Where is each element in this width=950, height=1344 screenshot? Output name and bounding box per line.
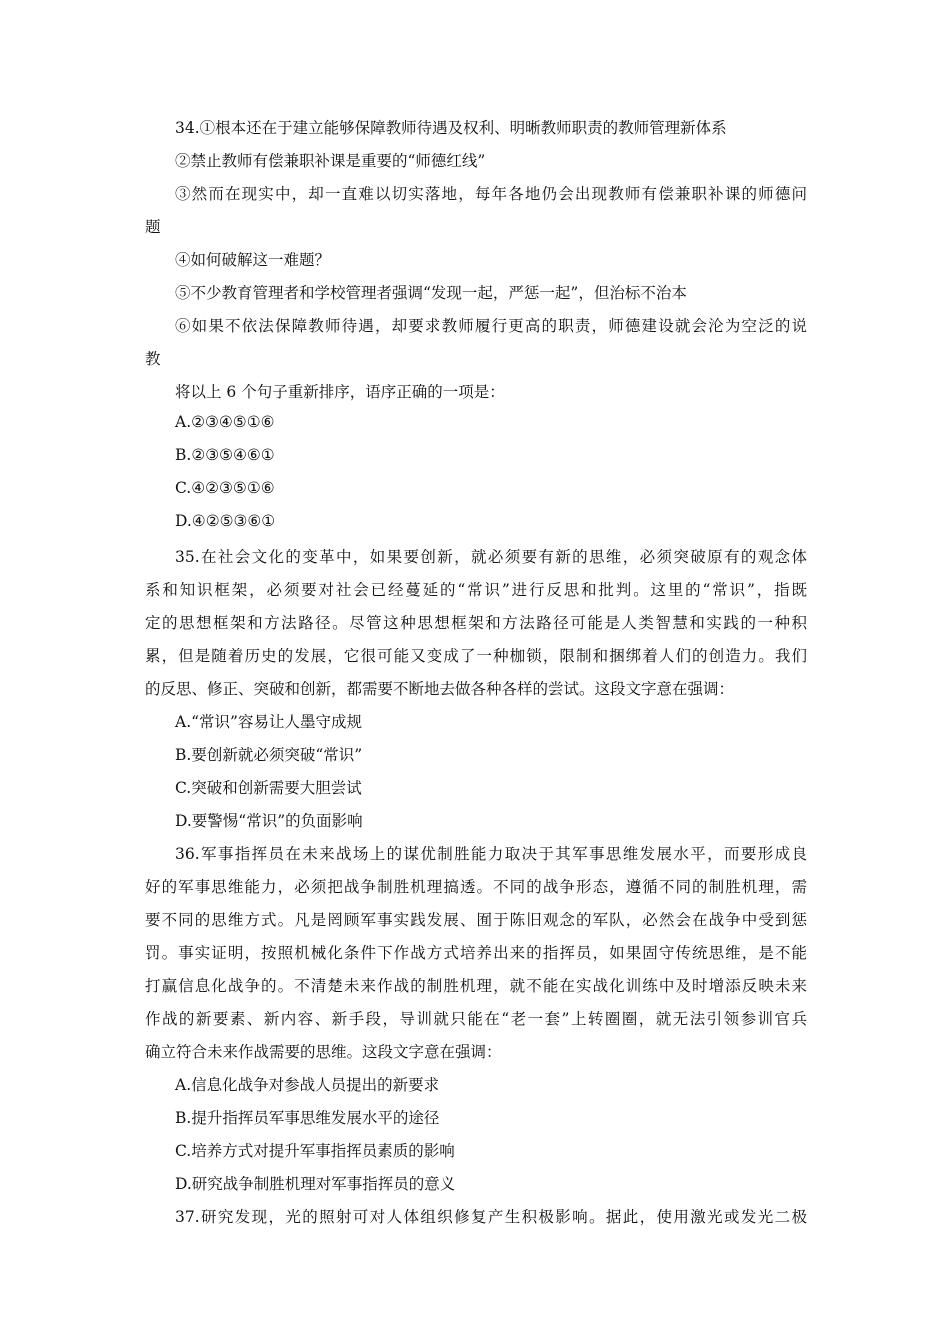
q36-option-d: D.研究战争制胜机理对军事指挥员的意义	[175, 1175, 456, 1193]
q35-option-b: B.要创新就必须突破“常识”	[175, 746, 363, 764]
q36-option-b: B.提升指挥员军事思维发展水平的途径	[175, 1109, 440, 1127]
q37-line-1: 37.研究发现，光的照射可对人体组织修复产生积极影响。据此，使用激光或发光二极	[175, 1208, 807, 1226]
q34-option-d: D.④②⑤③⑥①	[175, 512, 276, 530]
q34-line-2: ②禁止教师有偿兼职补课是重要的“师德红线”	[175, 152, 486, 170]
q35-option-a: A.“常识”容易让人墨守成规	[175, 713, 362, 731]
q35-line-1: 35.在社会文化的变革中，如果要创新，就必须要有新的思维，必须突破原有的观念体	[175, 548, 807, 566]
q36-line-6: 作战的新要素、新内容、新手段，导训就只能在“老一套”上转圈圈，就无法引领参训官兵	[145, 1010, 807, 1028]
q35-line-2: 系和知识框架，必须要对社会已经蔓延的“常识”进行反思和批判。这里的“常识”，指既	[145, 581, 807, 599]
q36-line-7: 确立符合未来作战需要的思维。这段文字意在强调：	[145, 1043, 502, 1061]
q34-line-3-cont: 题	[145, 218, 161, 236]
q36-line-5: 打赢信息化战争的。不清楚未来作战的制胜机理，就不能在实战化训练中及时增添反映未来	[145, 977, 807, 995]
q34-line-6: ⑥如果不依法保障教师待遇，却要求教师履行更高的职责，师德建设就会沦为空泛的说	[175, 317, 807, 335]
q34-line-3: ③然而在现实中，却一直难以切实落地，每年各地仍会出现教师有偿兼职补课的师德问	[175, 185, 807, 203]
q34-line-5: ⑤不少教育管理者和学校管理者强调“发现一起，严惩一起”，但治标不治本	[175, 284, 687, 302]
q36-line-2: 好的军事思维能力，必须把战争制胜机理搞透。不同的战争形态，遵循不同的制胜机理，需	[145, 878, 807, 896]
q34-option-b: B.②③⑤④⑥①	[175, 446, 275, 464]
q35-line-3: 定的思想框架和方法路径。尽管这种思想框架和方法路径可能是人类智慧和实践的一种积	[145, 614, 807, 632]
q34-line-4: ④如何破解这一难题？	[175, 251, 331, 269]
q34-line-1: 34.①根本还在于建立能够保障教师待遇及权利、明晰教师职责的教师管理新体系	[175, 119, 727, 137]
q34-option-c: C.④②③⑤①⑥	[175, 479, 275, 497]
q36-line-1: 36.军事指挥员在未来战场上的谋优制胜能力取决于其军事思维发展水平，而要形成良	[175, 845, 807, 863]
q35-line-5: 的反思、修正、突破和创新，都需要不断地去做各种各样的尝试。这段文字意在强调：	[145, 680, 735, 698]
q36-option-c: C.培养方式对提升军事指挥员素质的影响	[175, 1142, 455, 1160]
q36-option-a: A.信息化战争对参战人员提出的新要求	[175, 1076, 440, 1094]
q36-line-3: 要不同的思维方式。凡是罔顾军事实践发展、囿于陈旧观念的军队，必然会在战争中受到惩	[145, 911, 807, 929]
q35-option-d: D.要警惕“常识”的负面影响	[175, 812, 363, 830]
q34-line-6-cont: 教	[145, 350, 161, 368]
q35-line-4: 累，但是随着历史的发展，它很可能又变成了一种枷锁，限制和捆绑着人们的创造力。我们	[145, 647, 807, 665]
q34-stem: 将以上 6 个句子重新排序，语序正确的一项是：	[175, 383, 505, 401]
q36-line-4: 罚。事实证明，按照机械化条件下作战方式培养出来的指挥员，如果固守传统思维，是不能	[145, 944, 807, 962]
q34-option-a: A.②③④⑤①⑥	[175, 413, 275, 431]
q35-option-c: C.突破和创新需要大胆尝试	[175, 779, 362, 797]
